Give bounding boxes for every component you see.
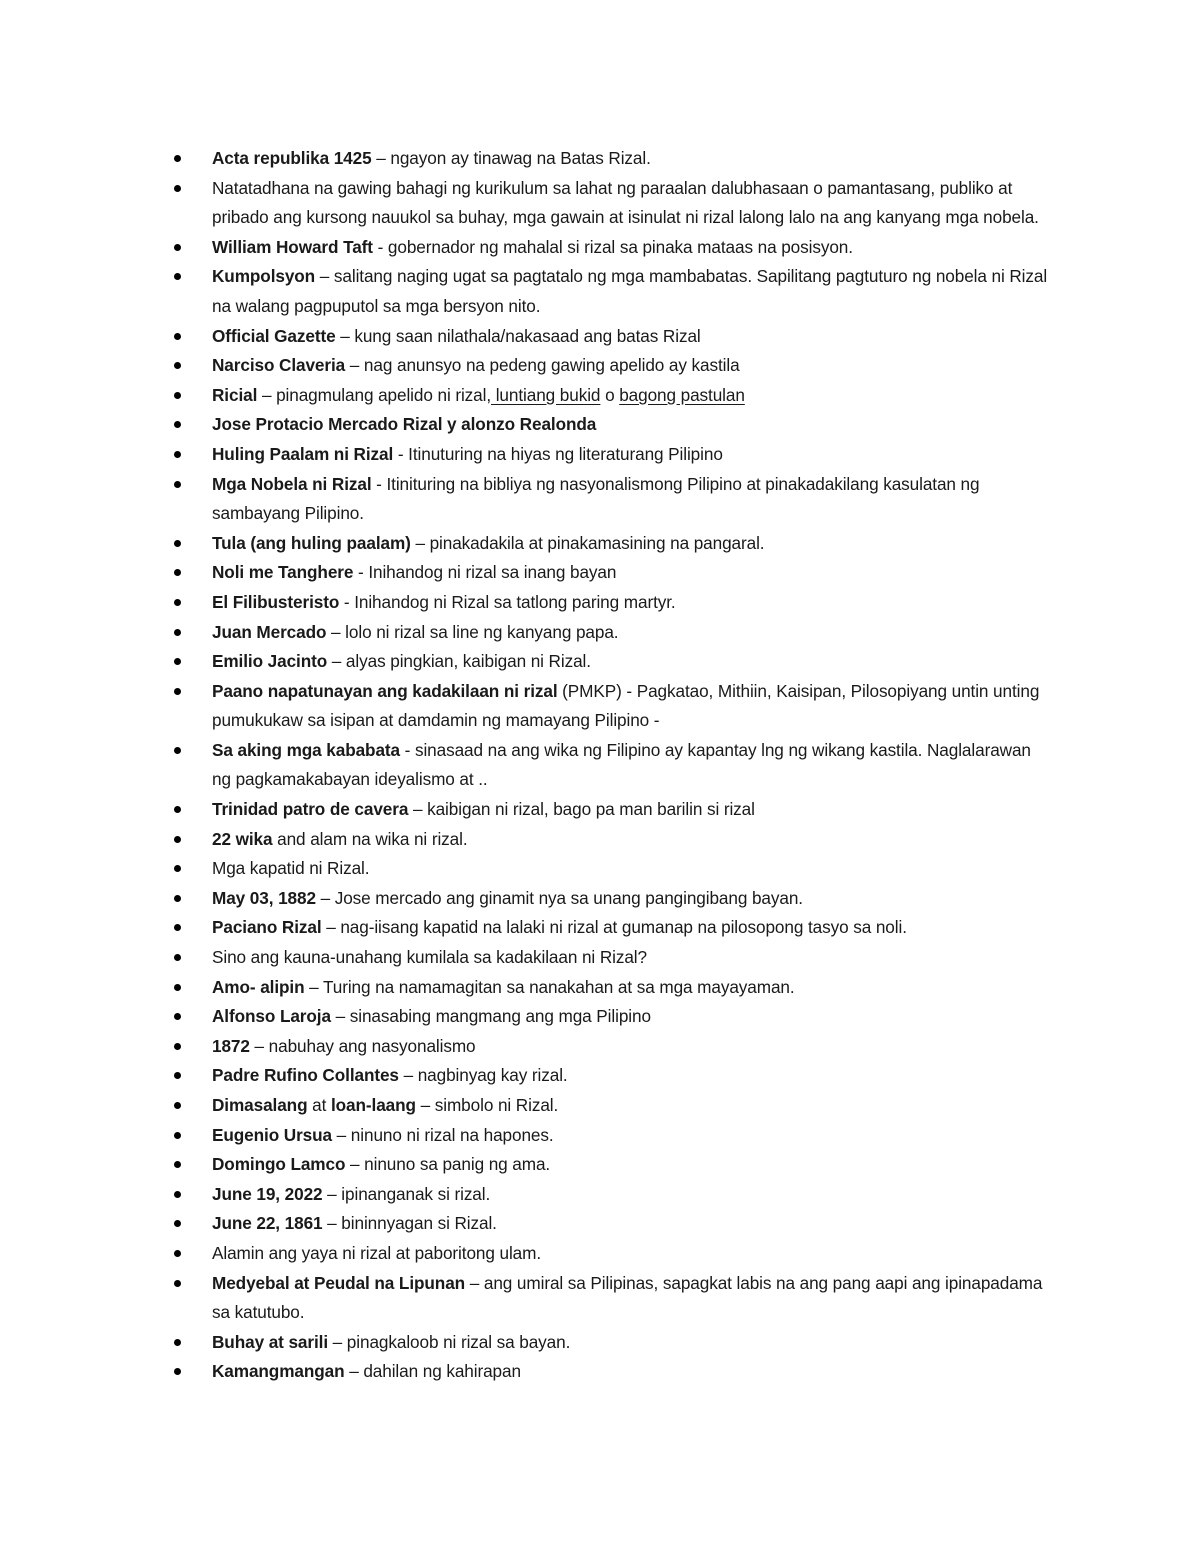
item-term: El Filibusteristo [212,591,340,612]
item-desc: – kaibigan ni rizal, bago pa man barilin si rizal [408,799,755,820]
bullet-icon [174,806,181,813]
list-item [174,1239,1054,1269]
list-item [174,558,1054,588]
item-desc: – ninuno ni rizal na hapones. [332,1124,554,1145]
bullet-icon [174,599,181,606]
list-item [174,233,1054,263]
list-item [174,174,1054,233]
bullet-icon [174,1368,181,1375]
bullet-icon [174,481,181,488]
item-desc: (PMKP) - Pagkatao, Mithiin, Kaisipan, Pilosopiyang untin unting pumukukaw sa isipan at damdamin ng mamayang Pilipino - [212,680,1040,731]
item-desc: – nag-iisang kapatid na lalaki ni rizal at gumanap na pilosopong tasyo sa noli. [321,917,907,938]
list-item [174,470,1054,529]
bullet-icon [174,836,181,843]
list-item [174,884,1054,914]
item-term: Buhay at sarili [212,1331,328,1352]
item-term: 1872 [212,1035,250,1056]
list-item [174,1269,1054,1328]
bullet-list [174,144,1054,1387]
item-desc: – simbolo ni Rizal. [415,1095,559,1115]
item-desc: - Inihandog ni Rizal sa tatlong paring martyr. [339,591,676,612]
item-term: 22 wika [212,828,273,849]
item-term: June 22, 1861 [212,1213,323,1234]
item-desc: - Inihandog ni rizal sa inang bayan [353,562,617,583]
item-term: June 19, 2022 [212,1183,323,1204]
item-term: William Howard Taft [212,236,373,257]
item-term: Acta republika 1425 [212,148,372,168]
bullet-icon [174,747,181,754]
list-item [174,440,1054,470]
list-item [174,381,1054,411]
item-term: Medyebal at Peudal na Lipunan [212,1272,466,1293]
list-item [174,1209,1054,1239]
item-desc: – ang umiral sa Pilipinas, sapagkat labis na ang pang aapi ang ipinapadama sa katutubo. [212,1272,1043,1323]
bullet-icon [174,954,181,961]
item-desc: at [307,1095,331,1115]
item-term: Alfonso Laroja [212,1006,331,1027]
bullet-icon [174,185,181,192]
item-term: Juan Mercado [212,621,327,642]
item-term: Paciano Rizal [212,917,322,938]
bullet-icon [174,629,181,636]
list-item [174,322,1054,352]
bullet-icon [174,924,181,931]
list-item [174,1032,1054,1062]
item-term: Paano napatunayan ang kadakilaan ni rizal [212,680,558,701]
bullet-icon [174,658,181,665]
list-item [174,795,1054,825]
item-desc: Mga kapatid ni Rizal. [212,858,370,879]
list-item [174,736,1054,795]
list-item [174,1121,1054,1151]
bullet-icon [174,362,181,369]
item-term: Domingo Lamco [212,1154,346,1175]
list-item [174,529,1054,559]
item-term: Noli me Tanghere [212,562,354,583]
bullet-icon [174,451,181,458]
list-item [174,854,1054,884]
list-item [174,351,1054,381]
list-item [174,588,1054,618]
item-term: Kumpolsyon [212,266,316,287]
list-item [174,647,1054,677]
item-term: Huling Paalam ni Rizal [212,443,394,464]
list-item [174,1357,1054,1387]
item-desc: - Itinituring na bibliya ng nasyonalismong Pilipino at pinakadakilang kasulatan ng sambayang Pilipino. [212,473,980,524]
bullet-icon [174,895,181,902]
item-term: May 03, 1882 [212,887,316,908]
item-desc: - sinasaad na ang wika ng Filipino ay kapantay lng ng wikang kastila. Naglalarawan ng pagkamakabayan ideyalismo at .. [212,739,1031,790]
item-desc: – alyas pingkian, kaibigan ni Rizal. [327,651,591,672]
list-item [174,410,1054,440]
bullet-icon [174,244,181,251]
bullet-icon [174,421,181,428]
item-desc: - gobernador ng mahalal si rizal sa pinaka mataas na posisyon. [372,236,853,257]
item-desc: – nag anunsyo na pedeng gawing apelido ay kastila [345,355,740,376]
item-desc: – nagbinyag kay rizal. [398,1065,568,1086]
item-term: Mga Nobela ni Rizal [212,473,372,494]
item-desc: – ipinanganak si rizal. [322,1183,491,1204]
item-term: Kamangmangan [212,1361,345,1382]
bullet-icon [174,1043,181,1050]
item-term: Amo- alipin [212,976,305,997]
underlined-phrase: luntiang bukid [491,384,601,405]
item-connector: o [600,384,620,405]
item-desc: – dahilan ng kahirapan [344,1361,521,1382]
underlined-phrase: bagong pastulan [619,384,745,405]
bullet-icon [174,1013,181,1020]
item-desc: – bininnyagan si Rizal. [322,1213,497,1234]
item-term: Trinidad patro de cavera [212,799,409,820]
list-item [174,677,1054,736]
bullet-icon [174,1191,181,1198]
list-item [174,973,1054,1003]
item-desc: - Itinuturing na hiyas ng literaturang Pilipino [393,443,723,464]
bullet-icon [174,1132,181,1139]
item-term: Jose Protacio Mercado Rizal y alonzo Realonda [212,414,597,435]
item-desc: – kung saan nilathala/nakasaad ang batas Rizal [335,325,701,346]
item-desc: Alamin ang yaya ni rizal at paboritong ulam. [212,1242,542,1263]
bullet-icon [174,865,181,872]
bullet-icon [174,984,181,991]
list-item [174,1002,1054,1032]
item-term: Emilio Jacinto [212,651,328,672]
list-item [174,943,1054,973]
list-item [174,825,1054,855]
list-item [174,1150,1054,1180]
item-desc: – Turing na namamagitan sa nanakahan at sa mga mayayaman. [304,976,795,997]
bullet-icon [174,688,181,695]
item-desc: – ngayon ay tinawag na Batas Rizal. [371,148,651,168]
item-desc: Natatadhana na gawing bahagi ng kurikulum sa lahat ng paraalan dalubhasaan o pamantasang, publiko at pribado ang kursong nauukol sa buhay, mga gawain at isinulat ni rizal lalong lalo na ang kanyang mga nobela. [212,177,1039,228]
item-desc: Sino ang kauna-unahang kumilala sa kadakilaan ni Rizal? [212,947,647,968]
item-term: Tula (ang huling paalam) [212,532,411,553]
list-item [174,913,1054,943]
item-desc: – pinagkaloob ni rizal sa bayan. [328,1331,571,1352]
bullet-icon [174,1339,181,1346]
item-desc: – pinagmulang apelido ni rizal, [257,384,492,405]
item-term: Ricial [212,384,258,405]
bullet-icon [174,333,181,340]
bullet-icon [174,1072,181,1079]
item-term: Dimasalang [212,1095,308,1115]
bullet-icon [174,273,181,280]
bullet-icon [174,1102,181,1109]
bullet-icon [174,1250,181,1257]
item-desc: – sinasabing mangmang ang mga Pilipino [330,1006,651,1027]
item-desc: – nabuhay ang nasyonalismo [249,1035,476,1056]
item-term: Official Gazette [212,325,336,346]
list-item [174,1091,1054,1121]
bullet-icon [174,392,181,399]
list-item [174,144,1054,174]
item-desc: – pinakadakila at pinakamasining na pangaral. [410,532,765,553]
item-term: Sa aking mga kababata [212,739,400,760]
item-term: Padre Rufino Collantes [212,1065,399,1086]
list-item [174,1328,1054,1358]
bullet-icon [174,1220,181,1227]
bullet-icon [174,540,181,547]
item-term: Narciso Claveria [212,355,346,376]
item-desc: – ninuno sa panig ng ama. [345,1154,551,1175]
bullet-icon [174,1280,181,1287]
item-desc: – Jose mercado ang ginamit nya sa unang pangingibang bayan. [315,887,803,908]
item-desc: – salitang naging ugat sa pagtatalo ng mga mambabatas. Sapilitang pagtuturo ng nobela ni Rizal na walang pagpuputol sa mga bersyon nito. [212,266,1048,316]
list-item [174,1180,1054,1210]
list-item [174,262,1054,321]
item-term: Eugenio Ursua [212,1124,332,1145]
item-desc: and alam na wika ni rizal. [272,828,468,849]
bullet-icon [174,1161,181,1168]
list-item [174,1061,1054,1091]
item-desc: – lolo ni rizal sa line ng kanyang papa. [326,621,619,642]
bullet-icon [174,569,181,576]
bullet-icon [174,155,181,162]
list-item [174,618,1054,648]
item-term: loan-laang [330,1095,416,1115]
